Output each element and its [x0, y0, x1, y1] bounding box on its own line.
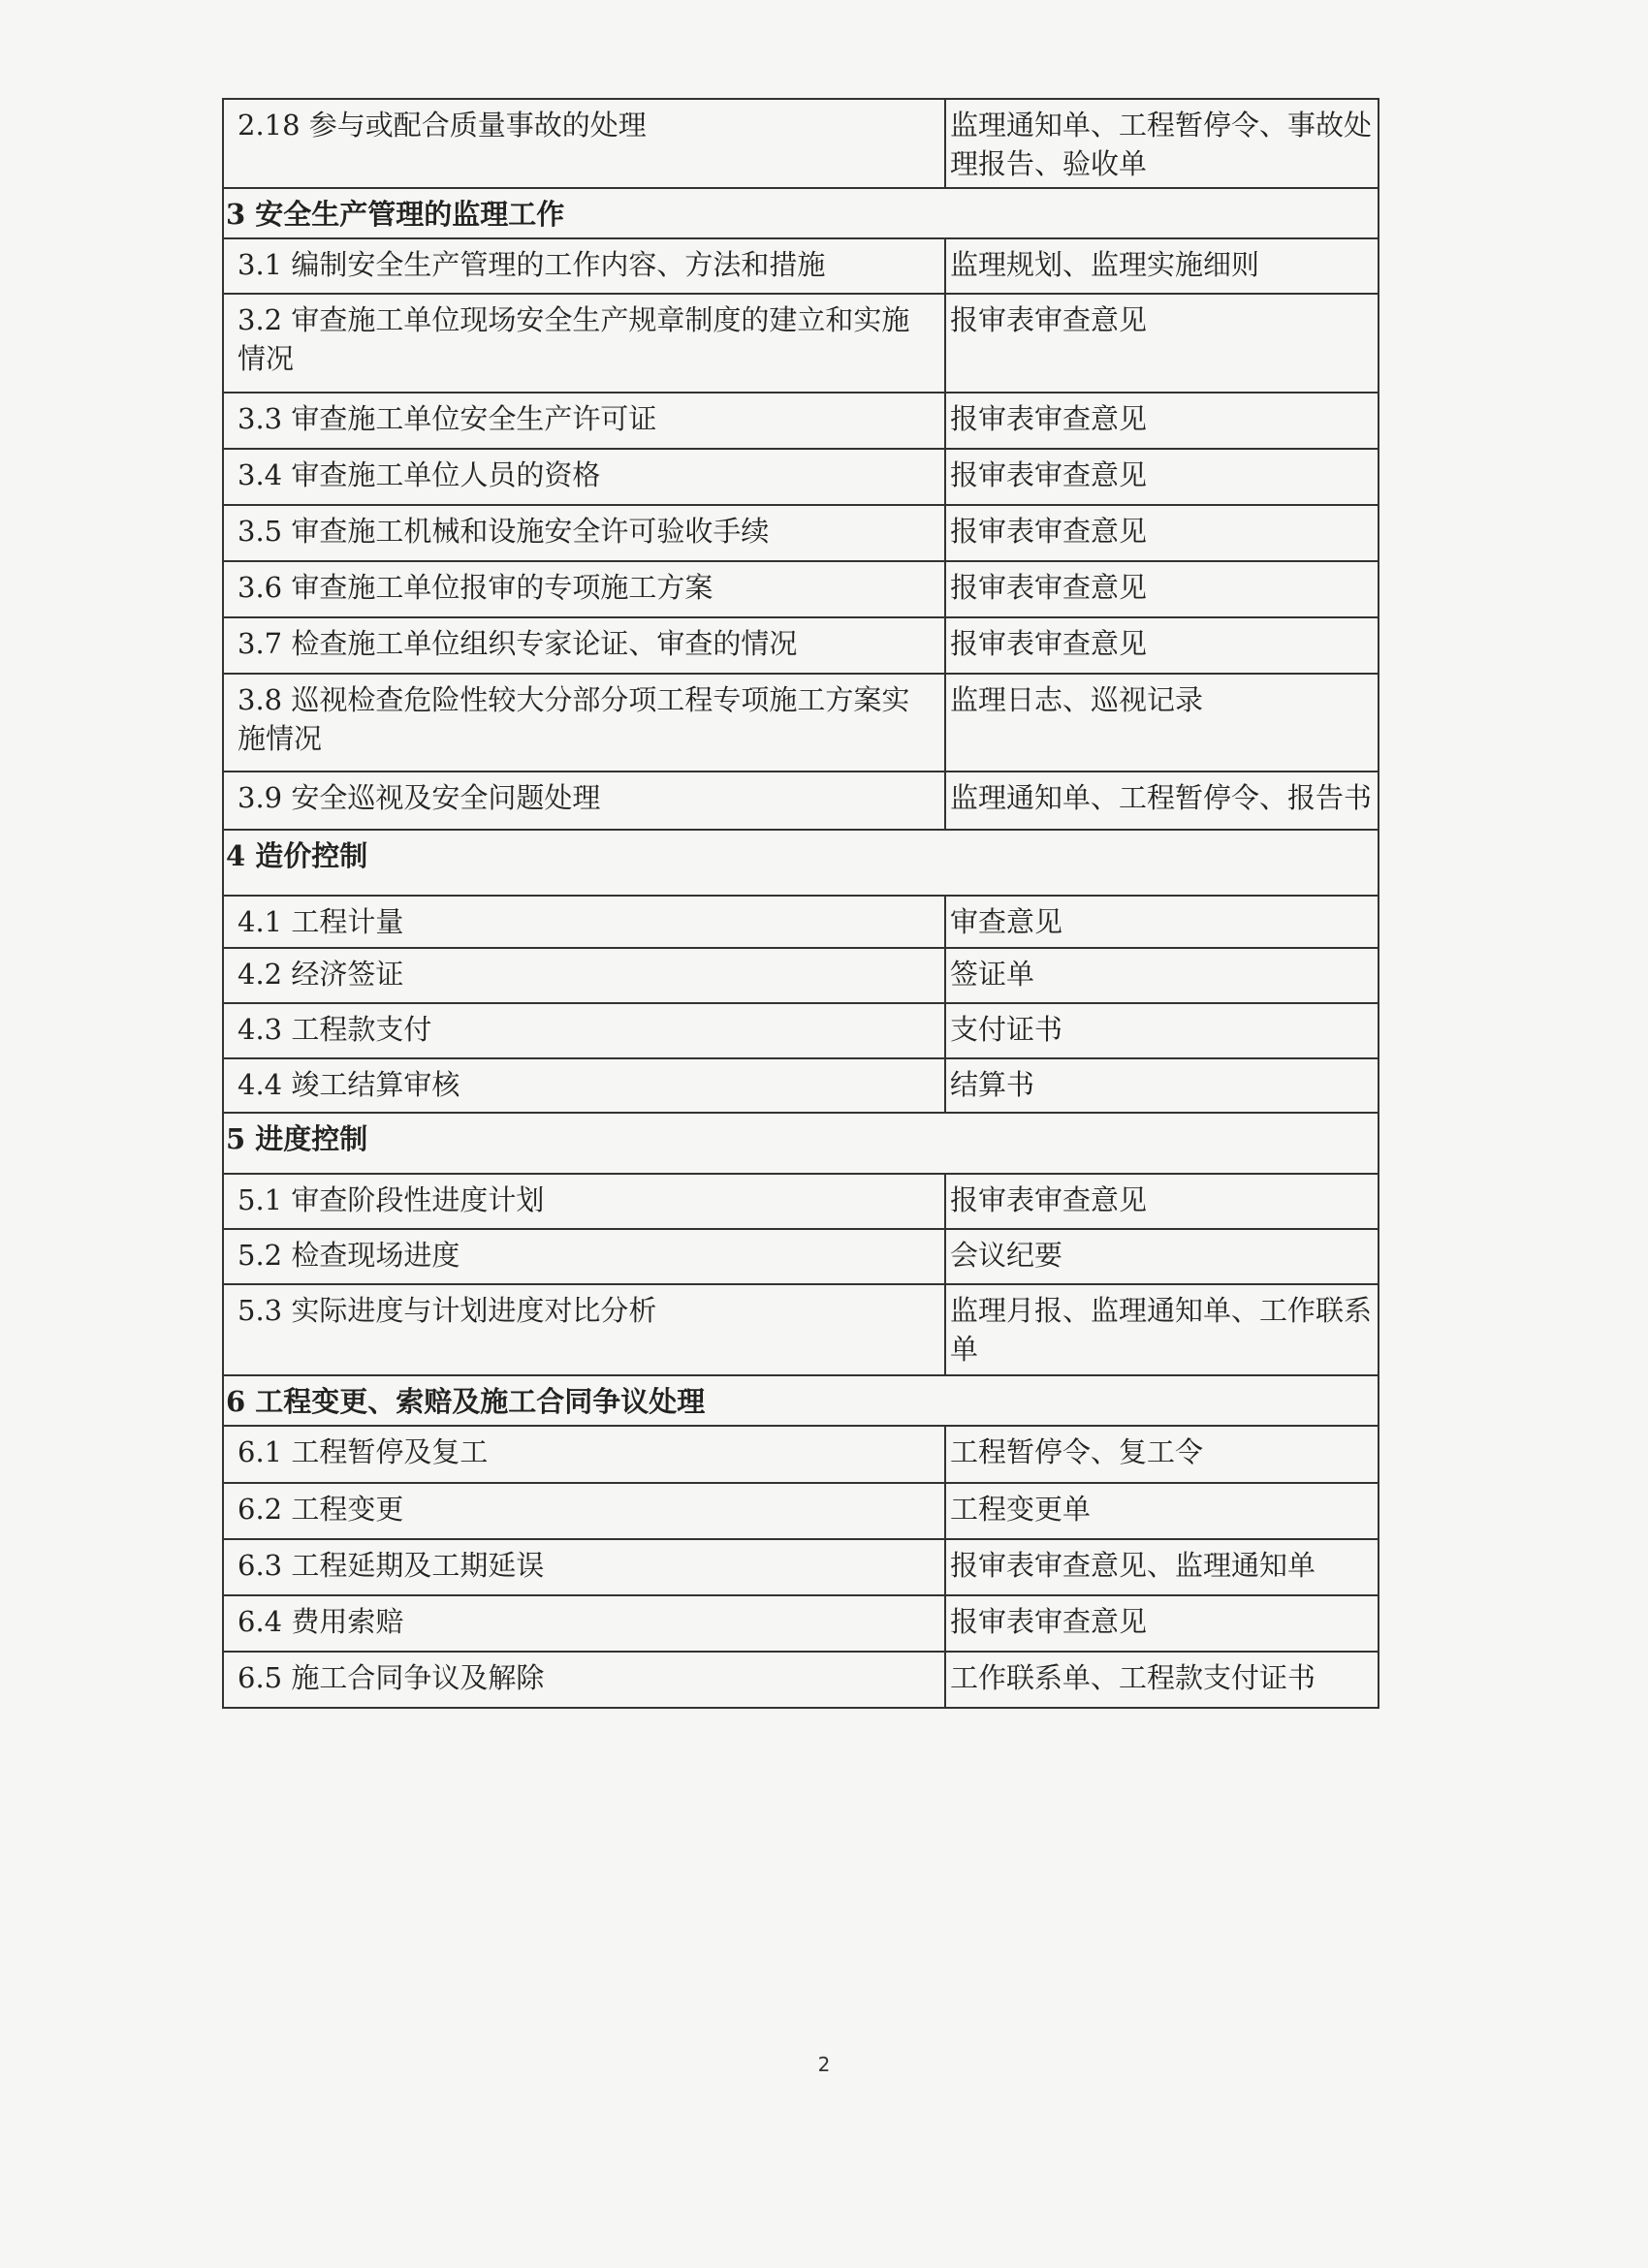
table-row — [223, 1483, 1379, 1539]
table-row — [223, 449, 1379, 505]
section-heading: 6 工程变更、索赔及施工合同争议处理 — [223, 1375, 1379, 1426]
item-cell: 4.2 经济签证 — [223, 948, 945, 1003]
item-cell: 6.5 施工合同争议及解除 — [223, 1652, 945, 1708]
section-heading: 4 造价控制 — [223, 830, 1379, 896]
table-row — [223, 393, 1379, 449]
table-row — [223, 99, 1379, 188]
supervision-work-table — [222, 98, 1379, 1709]
item-cell: 5.3 实际进度与计划进度对比分析 — [223, 1284, 945, 1375]
document-cell: 审查意见 — [945, 896, 1379, 948]
document-cell: 报审表审查意见、监理通知单 — [945, 1539, 1379, 1595]
item-cell: 3.1 编制安全生产管理的工作内容、方法和措施 — [223, 238, 945, 294]
document-cell: 报审表审查意见 — [945, 393, 1379, 449]
document-cell: 报审表审查意见 — [945, 449, 1379, 505]
document-cell: 支付证书 — [945, 1003, 1379, 1058]
document-cell: 报审表审查意见 — [945, 1595, 1379, 1652]
section-row — [223, 1375, 1379, 1426]
item-cell: 3.3 审查施工单位安全生产许可证 — [223, 393, 945, 449]
table-row — [223, 617, 1379, 674]
item-cell: 4.1 工程计量 — [223, 896, 945, 948]
document-cell: 报审表审查意见 — [945, 294, 1379, 393]
table-row — [223, 561, 1379, 617]
table-row — [223, 1539, 1379, 1595]
item-cell: 5.1 审查阶段性进度计划 — [223, 1174, 945, 1229]
item-cell: 6.2 工程变更 — [223, 1483, 945, 1539]
table-row — [223, 1652, 1379, 1708]
section-heading: 3 安全生产管理的监理工作 — [223, 188, 1379, 238]
item-cell: 3.5 审查施工机械和设施安全许可验收手续 — [223, 505, 945, 561]
table-row — [223, 772, 1379, 830]
item-cell: 3.4 审查施工单位人员的资格 — [223, 449, 945, 505]
item-cell: 2.18 参与或配合质量事故的处理 — [223, 99, 945, 188]
document-cell: 报审表审查意见 — [945, 617, 1379, 674]
section-row — [223, 188, 1379, 238]
document-cell: 监理通知单、工程暂停令、事故处理报告、验收单 — [945, 99, 1379, 188]
section-row — [223, 830, 1379, 896]
item-cell: 3.7 检查施工单位组织专家论证、审查的情况 — [223, 617, 945, 674]
table-row — [223, 1003, 1379, 1058]
item-cell: 6.1 工程暂停及复工 — [223, 1426, 945, 1483]
item-cell: 4.4 竣工结算审核 — [223, 1058, 945, 1113]
table-row — [223, 1284, 1379, 1375]
document-cell: 工程暂停令、复工令 — [945, 1426, 1379, 1483]
document-cell: 监理通知单、工程暂停令、报告书 — [945, 772, 1379, 830]
table-row — [223, 505, 1379, 561]
table-row — [223, 896, 1379, 948]
document-cell: 报审表审查意见 — [945, 505, 1379, 561]
table-row — [223, 1229, 1379, 1284]
page-number: 2 — [817, 2053, 831, 2076]
item-cell: 6.4 费用索赔 — [223, 1595, 945, 1652]
item-cell: 3.2 审查施工单位现场安全生产规章制度的建立和实施情况 — [223, 294, 945, 393]
item-cell: 3.9 安全巡视及安全问题处理 — [223, 772, 945, 830]
table-row — [223, 1426, 1379, 1483]
document-cell: 报审表审查意见 — [945, 1174, 1379, 1229]
table-row — [223, 948, 1379, 1003]
document-cell: 签证单 — [945, 948, 1379, 1003]
section-heading: 5 进度控制 — [223, 1113, 1379, 1174]
table-row — [223, 294, 1379, 393]
document-cell: 结算书 — [945, 1058, 1379, 1113]
item-cell: 3.8 巡视检查危险性较大分部分项工程专项施工方案实施情况 — [223, 674, 945, 772]
section-row — [223, 1113, 1379, 1174]
document-cell: 报审表审查意见 — [945, 561, 1379, 617]
document-cell: 会议纪要 — [945, 1229, 1379, 1284]
document-cell: 监理月报、监理通知单、工作联系单 — [945, 1284, 1379, 1375]
table-row — [223, 1174, 1379, 1229]
item-cell: 5.2 检查现场进度 — [223, 1229, 945, 1284]
document-cell: 监理日志、巡视记录 — [945, 674, 1379, 772]
document-cell: 工程变更单 — [945, 1483, 1379, 1539]
document-cell: 工作联系单、工程款支付证书 — [945, 1652, 1379, 1708]
item-cell: 3.6 审查施工单位报审的专项施工方案 — [223, 561, 945, 617]
item-cell: 4.3 工程款支付 — [223, 1003, 945, 1058]
table-row — [223, 238, 1379, 294]
table-body — [223, 99, 1379, 1708]
document-cell: 监理规划、监理实施细则 — [945, 238, 1379, 294]
table-row — [223, 1595, 1379, 1652]
table-row — [223, 674, 1379, 772]
item-cell: 6.3 工程延期及工期延误 — [223, 1539, 945, 1595]
table-row — [223, 1058, 1379, 1113]
